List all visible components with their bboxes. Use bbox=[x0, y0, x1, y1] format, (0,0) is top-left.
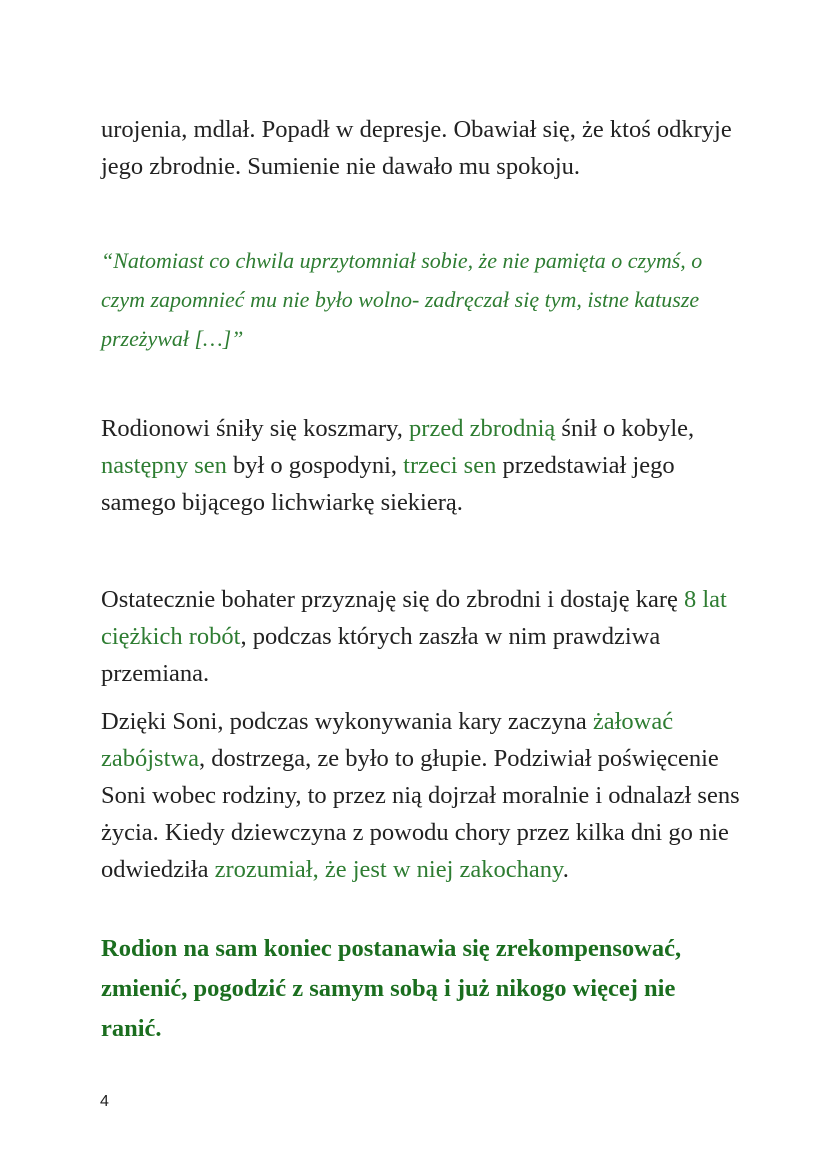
text-segment: przedstawiał jego samego bijącego lichwiarkę siekierą. bbox=[101, 452, 675, 516]
text-segment: śnił o kobyle, bbox=[555, 415, 695, 442]
highlight-segment: zrozumiał, że jest w niej zakochany bbox=[214, 856, 563, 883]
text-segment: Dzięki Soni, podczas wykonywania kary zaczyna bbox=[101, 708, 593, 735]
text-segment: Rodionowi śniły się koszmary, bbox=[101, 415, 410, 442]
highlight-segment: następny sen bbox=[101, 452, 227, 479]
quote-block bbox=[101, 241, 741, 358]
paragraph-sonia bbox=[101, 703, 741, 888]
quote-line: czym zapomnieć mu nie było wolno- zadręczał się tym, istne katusze bbox=[101, 287, 700, 312]
highlight-segment: 8 lat ciężkich robót bbox=[101, 586, 727, 650]
text-segment: , podczas których zaszła w nim prawdziwa przemiana. bbox=[101, 623, 661, 687]
highlight-segment: trzeci sen bbox=[403, 452, 497, 479]
highlight-segment: przed zbrodnią bbox=[409, 415, 556, 442]
quote-line: przeżywał […]” bbox=[101, 326, 244, 351]
text-segment: , dostrzega, ze było to głupie. Podziwiał poświęcenie Soni wobec rodziny, to przez nią dojrzał moralnie i odnalazł sens życia. Kiedy dziewczyna z powodu chory przez kilka dni go nie odwiedziła bbox=[101, 745, 740, 883]
paragraph-depression: urojenia, mdlał. Popadł w depresje. Obawiał się, że ktoś odkryje jego zbrodnie. Sumienie nie dawało mu spokoju. bbox=[101, 116, 732, 180]
quote-line: “Natomiast co chwila uprzytomniał sobie, że nie pamięta o czymś, o bbox=[101, 248, 703, 273]
conclusion-paragraph: Rodion na sam koniec postanawia się zrekompensować, zmienić, pogodzić z samym sobą i już nikogo więcej nie ranić. bbox=[101, 935, 682, 1042]
highlight-segment: żałować zabójstwa bbox=[101, 708, 674, 772]
text-segment: był o gospodyni, bbox=[226, 452, 404, 479]
text-segment: Ostatecznie bohater przyznaję się do zbrodni i dostaję karę bbox=[101, 586, 684, 613]
paragraph-dreams bbox=[101, 410, 741, 521]
text-segment: . bbox=[562, 856, 569, 883]
paragraph-confession bbox=[101, 581, 741, 692]
page-number: 4 bbox=[100, 1093, 109, 1110]
